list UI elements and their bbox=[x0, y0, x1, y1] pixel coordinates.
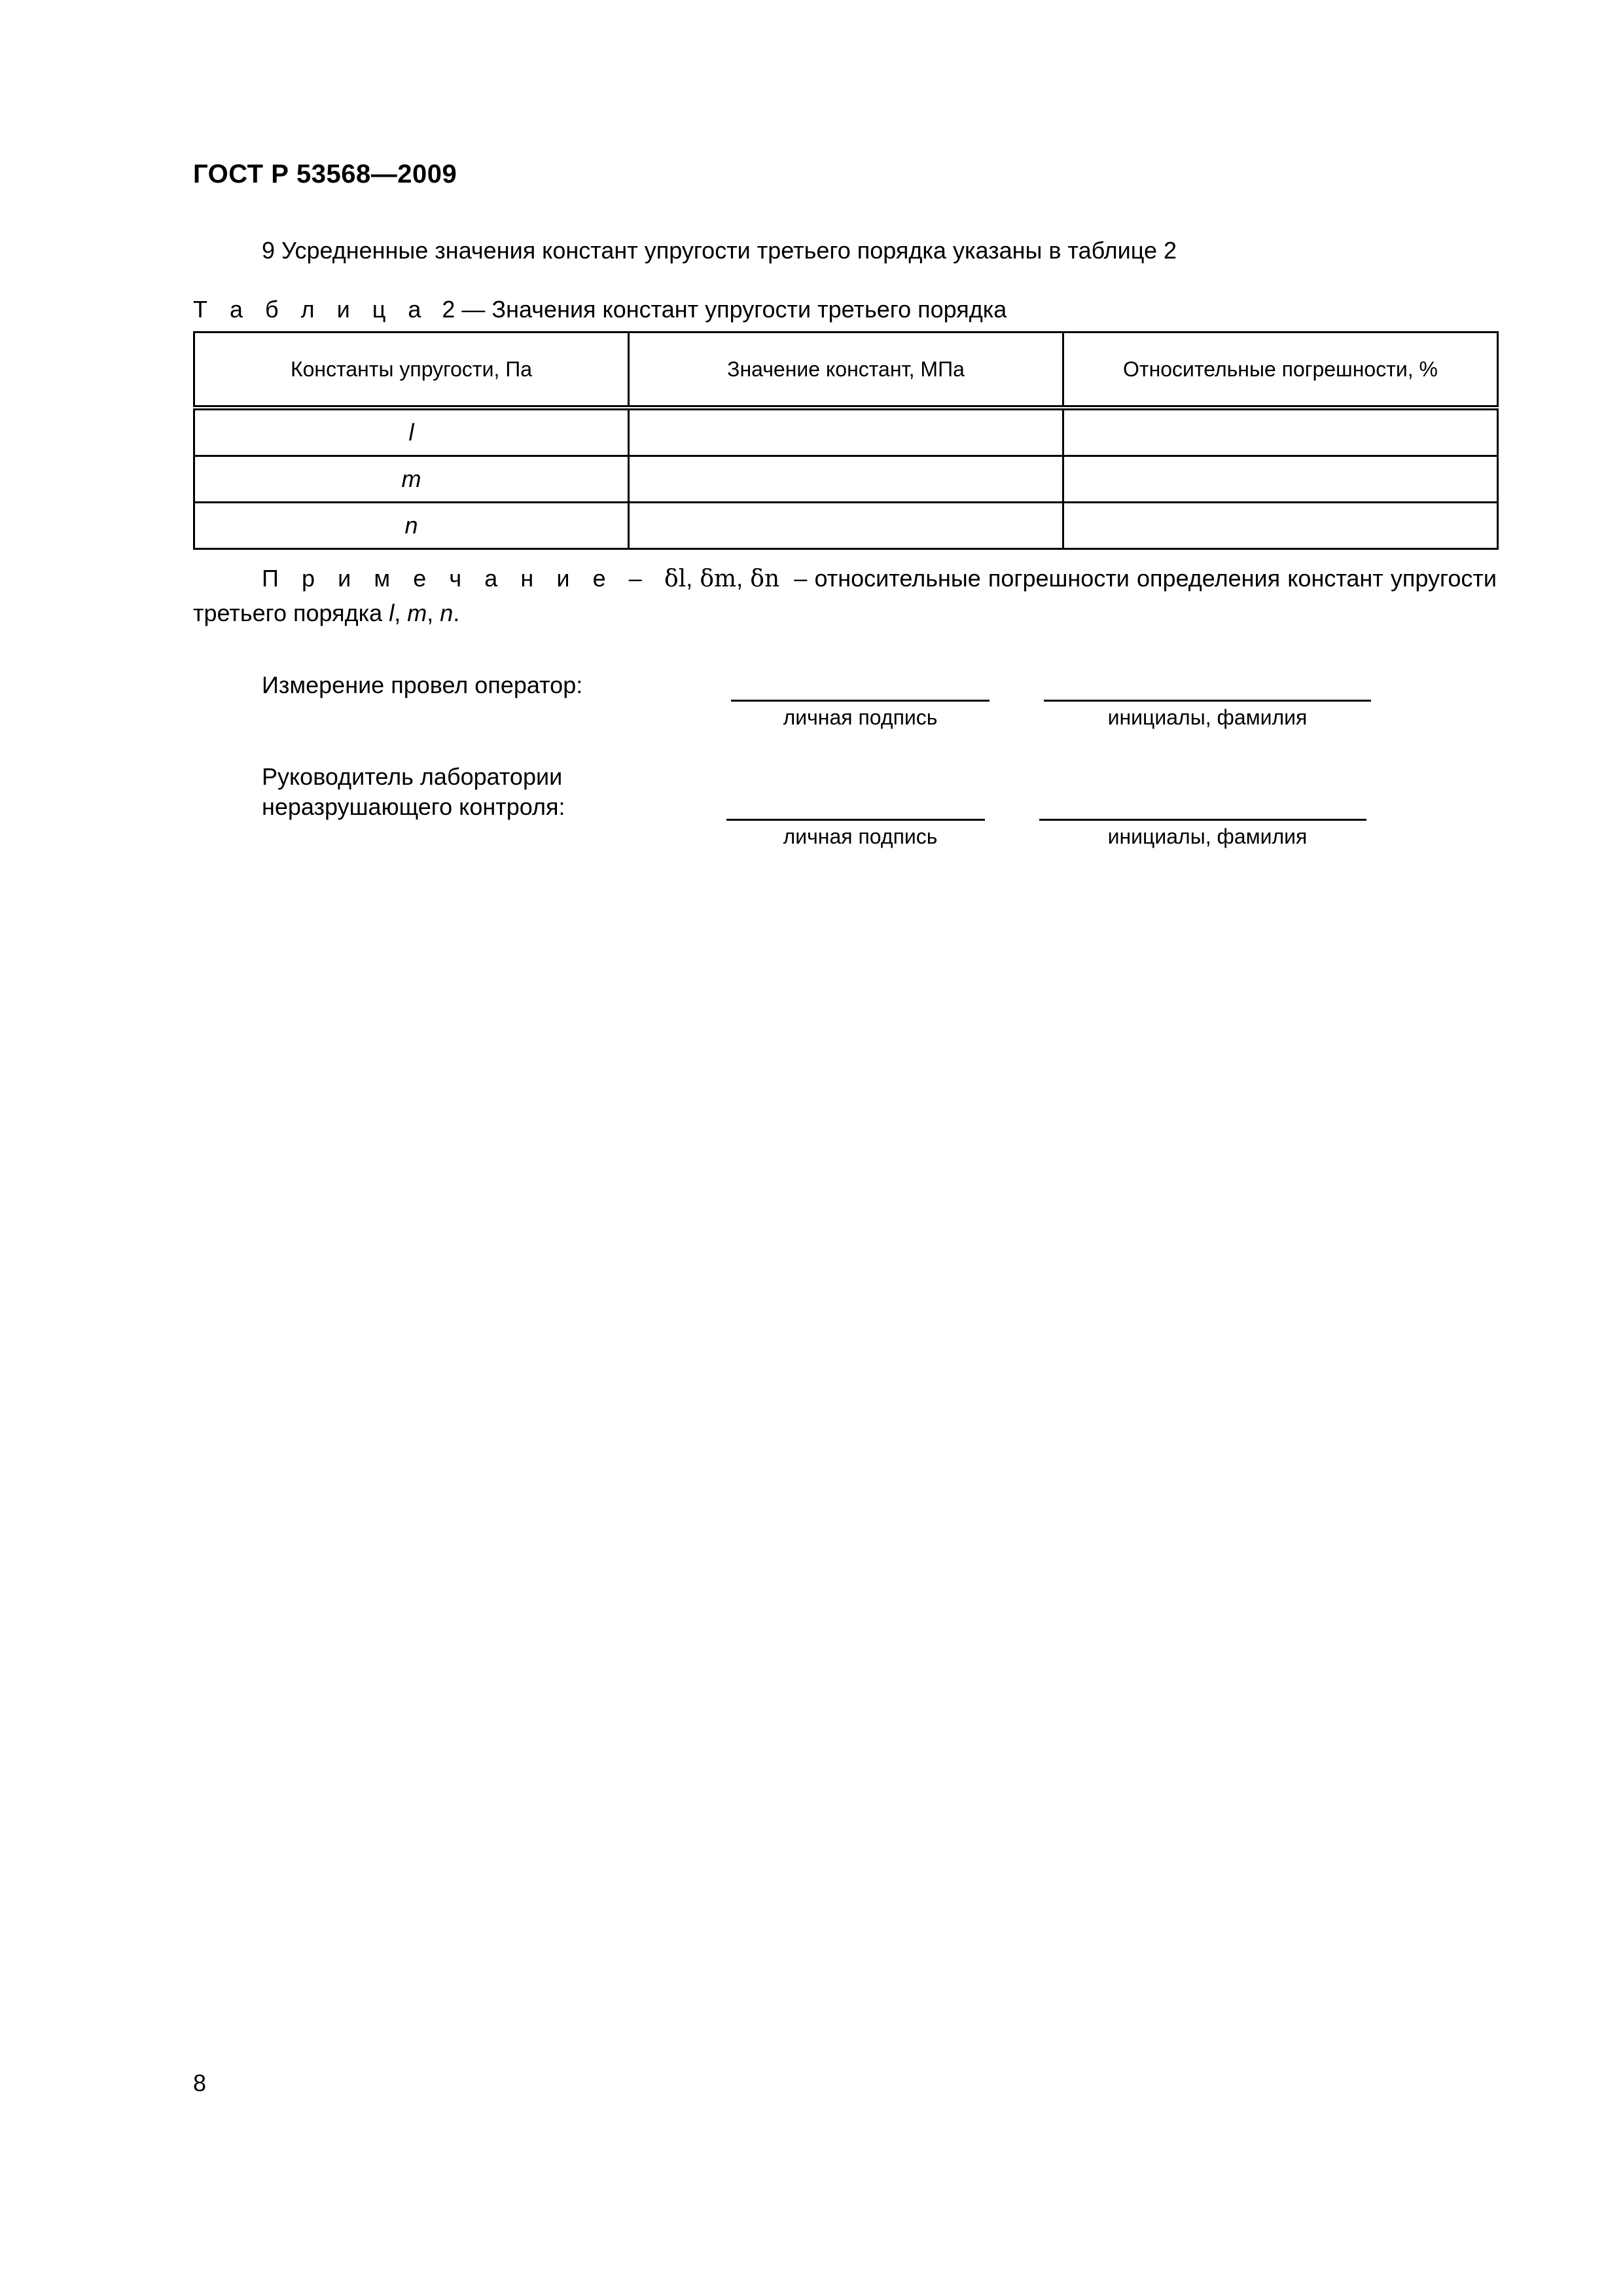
column-header-values: Значение констант, МПа bbox=[629, 332, 1063, 408]
operator-signature-line bbox=[731, 700, 990, 702]
cell-error bbox=[1063, 503, 1498, 549]
lab-head-label bbox=[262, 762, 565, 822]
clause-9-text: 9 Усредненные значения констант упругости третьего порядка указаны в таблице 2 bbox=[262, 237, 1177, 264]
cell-value bbox=[629, 456, 1063, 503]
cell-symbol: m bbox=[194, 456, 629, 503]
note-symbol-m: m bbox=[407, 600, 427, 626]
operator-name-line bbox=[1044, 700, 1371, 702]
lab-head-signature-line bbox=[726, 819, 985, 821]
cell-value bbox=[629, 408, 1063, 456]
operator-name-caption: инициалы, фамилия bbox=[1107, 706, 1308, 729]
table-caption-text: 2 — Значения констант упругости третьего порядка bbox=[429, 296, 1007, 323]
table-row bbox=[194, 408, 1498, 456]
table-row bbox=[194, 503, 1498, 549]
column-header-errors: Относительные погрешности, % bbox=[1063, 332, 1498, 408]
operator-label: Измерение провел оператор: bbox=[262, 672, 583, 698]
delta-n: δn bbox=[750, 565, 780, 592]
lab-head-label-line2: неразрушающего контроля: bbox=[262, 793, 565, 820]
lab-head-label-line1: Руководитель лаборатории bbox=[262, 763, 563, 790]
operator-signature-caption: личная подпись bbox=[783, 706, 938, 729]
note-symbol-n: n bbox=[440, 600, 454, 626]
note-text: – относительные погрешности определения констант упругости третьего порядка bbox=[193, 565, 1497, 626]
table-caption-prefix: Т а б л и ц а bbox=[193, 296, 429, 323]
cell-symbol: l bbox=[194, 408, 629, 456]
table-caption bbox=[193, 296, 1007, 323]
note-symbol-l: l bbox=[389, 600, 395, 626]
table-header-row bbox=[194, 332, 1498, 408]
lab-head-name-line bbox=[1039, 819, 1366, 821]
table-note: П р и м е ч а н и е – δl, δm, δn – относительные погрешности определения констант упругости третьего порядка l, m, n. bbox=[193, 565, 1497, 626]
elastic-constants-table bbox=[193, 331, 1499, 550]
note-label: П р и м е ч а н и е – bbox=[262, 565, 650, 592]
table-row bbox=[194, 456, 1498, 503]
page-number: 8 bbox=[193, 2070, 207, 2096]
cell-symbol: n bbox=[194, 503, 629, 549]
cell-error bbox=[1063, 456, 1498, 503]
cell-error bbox=[1063, 408, 1498, 456]
cell-value bbox=[629, 503, 1063, 549]
delta-l: δl bbox=[664, 565, 687, 592]
lab-head-name-caption: инициалы, фамилия bbox=[1107, 825, 1308, 848]
column-header-constants: Константы упругости, Па bbox=[194, 332, 629, 408]
lab-head-signature-caption: личная подпись bbox=[783, 825, 938, 848]
delta-m: δm bbox=[700, 565, 737, 592]
document-header: ГОСТ Р 53568—2009 bbox=[193, 160, 457, 188]
